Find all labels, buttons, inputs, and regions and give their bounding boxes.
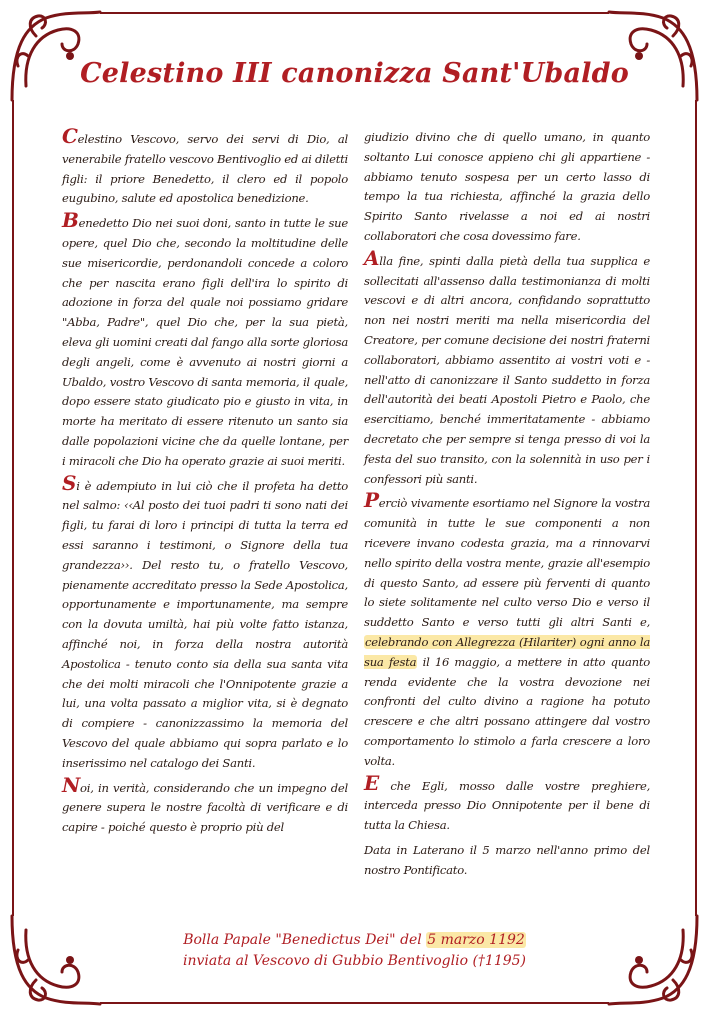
paragraph-text: oi, in verità, considerando che un impegno del genere supera le nostre facoltà di verificare e di capire - poiché questo è proprio più del <box>62 780 348 835</box>
paragraph-text: che Egli, mosso dalle vostre preghiere, interceda presso Dio Onnipotente per il bene di tutta la Chiesa. <box>364 778 650 833</box>
paragraph-text: giudizio divino che di quello umano, in quanto soltanto Lui conosce appieno chi gli appartiene - abbiamo tenuto sospesa per un certo lasso di tempo la tua richiesta, affinché la grazia dello Spirito Santo rivelasse a noi ed ai nostri collaboratori che cosa dovessimo fare. <box>364 130 650 243</box>
paragraph-text: Data in Laterano il 5 marzo nell'anno primo del nostro Pontificato. <box>364 842 650 877</box>
left-text-column <box>62 124 349 843</box>
drop-cap: S <box>62 470 77 495</box>
paragraph-text: elestino Vescovo, servo dei servi di Dio, al venerabile fratello vescovo Bentivoglio ed ai diletti figli: il priore Benedetto, il clero ed il popolo eugubino, salute ed apostolica benedizione. <box>62 132 348 206</box>
paragraph-text: lla fine, spinti dalla pietà della tua supplica e sollecitati all'assenso dalla testimonianza di molti vescovi e di altri ancora, confidando soprattutto non nei nostri meriti ma nella misericordia del Creatore, per comune decisione dei nostri fraterni collaboratori, abbiamo assentito ai vostri voti e - nell'atto di canonizzare il Santo suddetto in forza dell'autorità dei beati Apostoli Pietro e Paolo, che esercitiamo, benché immeritatamente - abbiamo decretato che per sempre si tenga presso di voi la festa del suo transito, con la solennità in uso per i confessori più santi. <box>364 253 650 486</box>
drop-cap: P <box>364 488 379 513</box>
drop-cap: B <box>62 208 79 233</box>
page-title: Celestino III canonizza Sant'Ubaldo <box>80 58 629 89</box>
paragraph-text: erciò vivamente esortiamo nel Signore la vostra comunità in tutte le sue componenti a non ricevere invano codesta grazia, ma a rinnovarvi nello spirito della vostra mente, grazie all'esempio di questo Santo, ad essere più ferventi di quanto lo siete solitamente nel culto verso Dio e verso il suddetto Santo e verso tutti gli altri Santi e, <box>364 496 650 630</box>
highlighted-date: 5 marzo 1192 <box>427 932 525 948</box>
frame-right-line <box>695 100 697 916</box>
paragraph <box>62 124 348 209</box>
footer-line: inviata al Vescovo di Gubbio Bentivoglio (†1195) <box>182 953 527 969</box>
paragraph <box>364 488 651 771</box>
frame-left-line <box>12 100 14 916</box>
footer-line <box>0 930 709 951</box>
frame-top-line <box>100 12 609 14</box>
paragraph-text: il 16 maggio, a mettere in atto quanto renda evidente che la vostra devozione nei confronti del culto divino a ragione ha potuto crescere e che altri possano attingere dal vostro comportamento lo stimolo a farla crescere a loro volta. <box>364 654 651 768</box>
highlighted-text: celebrando con Allegrezza (Hilariter) ogni anno la sua festa <box>364 634 650 669</box>
drop-cap: N <box>62 772 81 797</box>
paragraph-text: enedetto Dio nei suoi doni, santo in tutte le sue opere, quel Dio che, secondo la moltitudine delle sue misericordie, perdonandoli concede a coloro che per nascita erano figli dell'ira lo spirito di adozione in forza del quale noi possiamo gridare "Abba, Padre", quel Dio che, per la sua pietà, eleva gli uomini creati dal fango alla sorte gloriosa degli angeli, come è avvenuto ai nostri giorni a Ubaldo, vostro Vescovo di santa memoria, il quale, dopo essere stato giudicato pio e giusto in vita, in morte ha meritato di essere ritenuto un santo sia dalle popolazioni vicine che da quelle lontane, per i miracoli che Dio ha operato grazie ai suoi meriti. <box>62 216 349 468</box>
paragraph <box>364 245 650 490</box>
paragraph <box>364 770 650 836</box>
paragraph-text: i è adempiuto in lui ciò che il profeta ha detto nel salmo: ‹‹Al posto dei tuoi padri ti sono nati dei figli, tu farai di loro i principi di tutta la terra ed essi saranno i testimoni, o Signore della tua grandezza››. Del resto tu, o fratello Vescovo, pienamente accreditato presso la Sede Apostolica, opportunamente e importunamente, ma sempre con la dovuta umiltà, hai più volte fatto istanza, affinché noi, in forza della nostra autorità Apostolica - tenuto conto sia della sua santa vita che dei molti miracoli che l'Onnipotente grazie a lui, una volta passato a miglior vita, si è degnato di compiere - canonizzassimo la memoria del Vescovo del quale abbiamo qui sopra parlato e lo inserissimo nel catalogo dei Santi. <box>62 478 348 770</box>
footer-text: Bolla Papale "Benedictus Dei" del <box>183 932 427 948</box>
paragraph <box>364 841 650 881</box>
footer-caption <box>0 930 709 972</box>
frame-bottom-line <box>100 1002 609 1004</box>
paragraph <box>62 470 348 774</box>
corner-flourish-icon <box>6 6 106 106</box>
paragraph <box>62 772 348 838</box>
right-text-column <box>364 128 650 885</box>
paragraph <box>62 208 349 471</box>
corner-flourish-icon <box>603 6 703 106</box>
drop-cap: C <box>62 124 78 148</box>
paragraph <box>364 128 650 247</box>
drop-cap: E <box>364 770 379 795</box>
drop-cap: A <box>364 245 380 270</box>
